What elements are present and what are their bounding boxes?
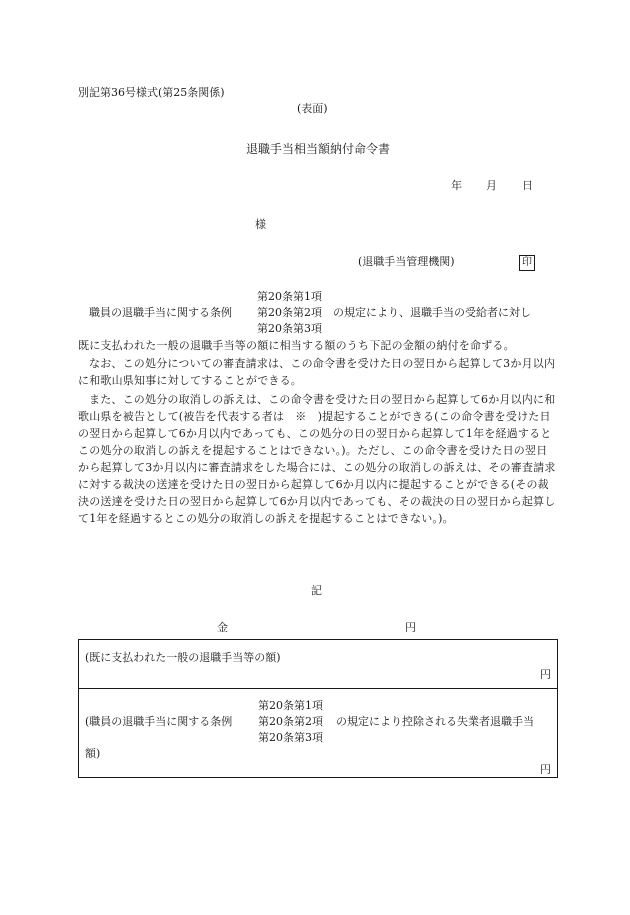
record-heading: 記 — [311, 584, 322, 597]
ordinance-line-b: の規定により、退職手当の受給者に対し — [333, 306, 531, 319]
addressee-honorific: 様 — [255, 218, 266, 231]
clause-2: 第20条第2項 — [257, 306, 322, 319]
table-row — [79, 689, 558, 778]
row-paid-amount — [79, 640, 558, 689]
seal-box: 印 — [519, 255, 535, 271]
date-month: 月 — [486, 179, 497, 192]
form-number: 別記第36号様式(第25条関係) — [78, 86, 225, 99]
row2-clause-2: 第20条第2項 — [258, 715, 323, 728]
row2-clause-1: 第20条第1項 — [258, 699, 323, 712]
seal-mark — [519, 254, 535, 271]
paragraph-lawsuit: また、この処分の取消しの訴えは、この命令書を受けた日の翌日から起算して6か月以内に和歌山県を被告として(被告を代表する者は ※ )提起することができる(この命令書を受けた日の翌日から起算して6か月以内であっても、この処分の日の翌日から起算して1年を経過するとこの処分の取消しの訴えを提起することはできない。)。ただし、この命令書を受けた日の翌日から起算して3か月以内に審査請求をした場合には、この処分の取消しの訴えは、その審査請求に対する裁決の送達を受けた日の翌日から起算して6か月以内に提起することができる(その裁決の送達を受けた日の翌日から起算して6か月以内であっても、その裁決の日の翌日から起算して1年を経過するとこの処分の取消しの訴えを提起することはできない。)。 — [78, 393, 556, 525]
side-label: (表面) — [297, 102, 328, 115]
row2-tail: 額) — [85, 747, 101, 760]
issuer-label: (退職手当管理機関) — [358, 255, 455, 268]
date-year: 年 — [451, 179, 462, 192]
amount-label: 金 — [217, 621, 228, 634]
date-day: 日 — [522, 179, 533, 192]
ordinance-line-a: 職員の退職手当に関する条例 — [89, 306, 232, 319]
clause-1: 第20条第1項 — [257, 290, 322, 303]
row1-yen: 円 — [540, 668, 551, 681]
amount-yen: 円 — [405, 621, 416, 634]
row-deduction — [79, 689, 558, 778]
row1-label: (既に支払われた一般の退職手当等の額) — [85, 651, 281, 664]
row2-yen: 円 — [540, 763, 551, 776]
paragraph-appeal: なお、この処分についての審査請求は、この命令書を受けた日の翌日から起算して3か月以内に和歌山県知事に対してすることができる。 — [78, 357, 556, 387]
document-title: 退職手当相当額納付命令書 — [246, 142, 391, 156]
amount-table — [78, 639, 558, 778]
paragraph-order: 既に支払われた一般の退職手当等の額に相当する額のうち下記の金額の納付を命ずる。 — [78, 339, 515, 352]
row2-line-b: の規定により控除される失業者退職手当 — [336, 715, 534, 728]
clause-3: 第20条第3項 — [257, 322, 322, 335]
row2-clause-3: 第20条第3項 — [258, 731, 323, 744]
row2-line-a: (職員の退職手当に関する条例 — [85, 715, 233, 728]
table-row — [79, 640, 558, 689]
